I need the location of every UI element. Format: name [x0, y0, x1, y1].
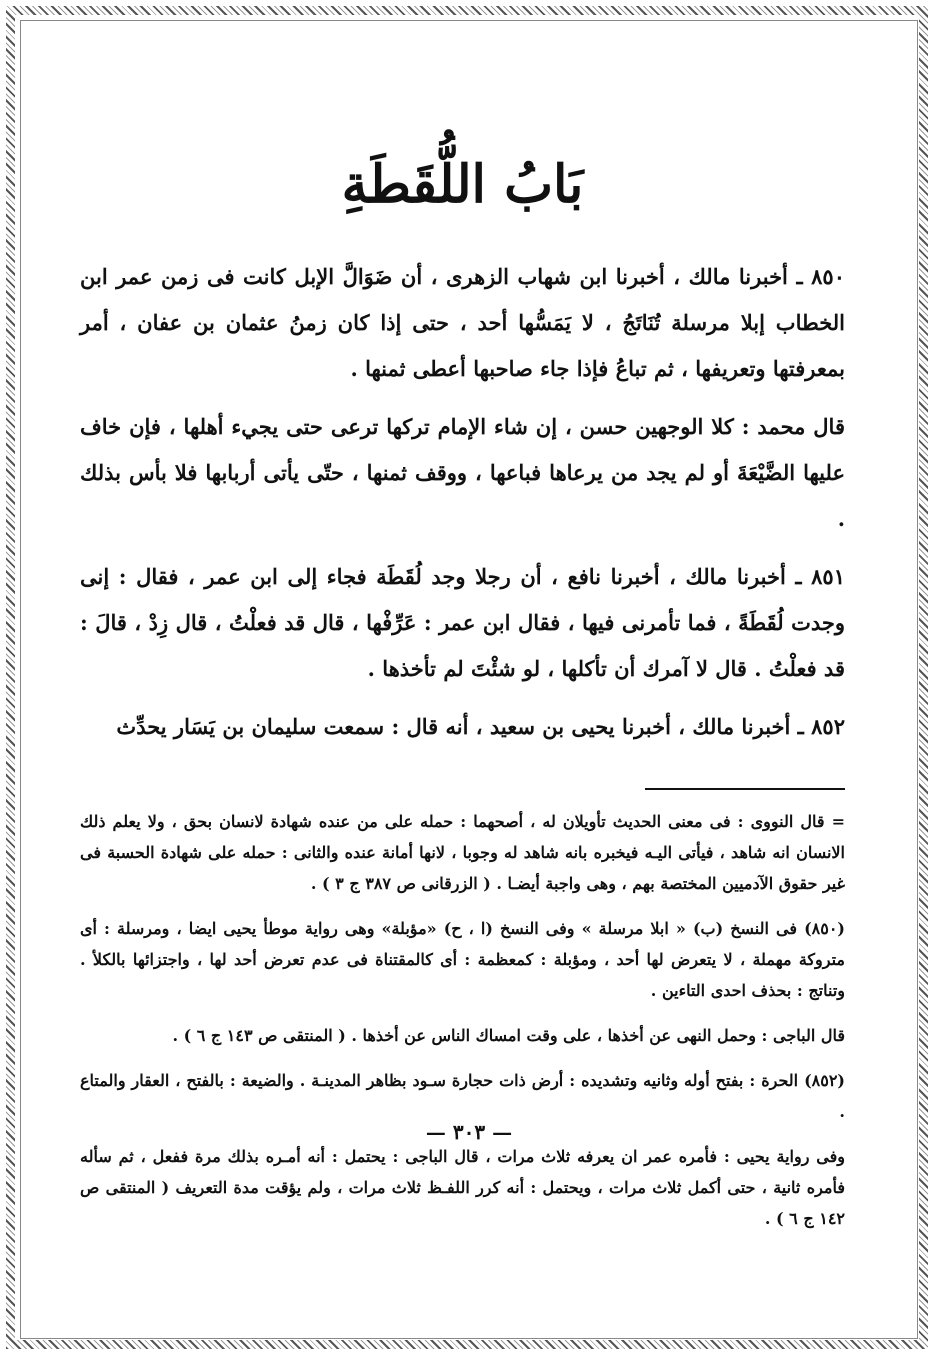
footnote-baji: قال الباجى : وحمل النهى عن أخذها ، على وقت امساك الناس عن أخذها . ( المنتقى ص ١٤٣ ج ٦ ) . — [172, 1026, 845, 1045]
chapter-title: بَابُ اللُّقَطَةِ — [341, 154, 584, 215]
footnote-850: (٨٥٠) فى النسخ (ب) « ابلا مرسلة » وفى النسخ (ا ، ح) «مؤبلة» وهى رواية موطأ يحيى ايضا ، ومرسلة : أى متروكة مهملة ، لا يتعرض لها أحد ، ومؤبلة : كمعظمة : أى كالمقتناة فى عدم تعرض أحد لها ، واجتزائها بالكلأ . وتناتج : بحذف احدى التاءين . — [80, 919, 846, 1000]
commentary-muhammad: قال محمد : كلا الوجهين حسن ، إن شاء الإمام تركها ترعى حتى يجيء أهلها ، فإن خاف عليها الضَّيْعَةَ أو لم يجد من يرعاها فباعها ، ووقف ثمنها ، حتّى يأتى أربابها فلا بأس بذلك . — [80, 414, 845, 531]
hadith-850: ٨٥٠ ـ أخبرنا مالك ، أخبرنا ابن شهاب الزهرى ، أن ضَوَالَّ الإبل كانت فى زمن عمر ابن الخطاب إبلا مرسلة تُنَاتَجُ ، لا يَمَسُّها أحد ، حتى إذا كان زمنُ عثمان بن عفان ، أمر بمعرفتها وتعريفها ، ثم تباعُ فإذا جاء صاحبها أعطى ثمنها . — [80, 264, 845, 381]
hadith-852: ٨٥٢ ـ أخبرنا مالك ، أخبرنا يحيى بن سعيد ، أنه قال : سمعت سليمان بن يَسَار يحدِّث — [116, 714, 845, 739]
page-number: — ٣٠٣ — — [425, 1120, 513, 1144]
footnote-divider — [645, 788, 845, 790]
footnote-nawawi: = قال النووى : فى معنى الحديث تأويلان له ، أصحهما : حمله على من عنده شهادة لانسان بحق ، ولا يعلم ذلك الانسان انه شاهد ، فيأتى اليـه فيخبره بانه شاهد له وجوبا ، لانها أمانة عنده والثانى : حمله على شهادة الحسبة فى غير حقوق الآدميين المختصة بهم ، وهى واجبة أيضـا . ( الزرقانى ص ٣٨٧ ج ٣ ) . — [80, 812, 845, 893]
document-page — [80, 140, 845, 1330]
footnote-852: (٨٥٢) الحرة : بفتح أوله وثانيه وتشديده : أرض ذات حجارة سـود بظاهر المدينـة . والضيعة : بالفتح ، العقار والمتاع . — [80, 1071, 845, 1121]
hadith-851: ٨٥١ ـ أخبرنا مالك ، أخبرنا نافع ، أن رجلا وجد لُقَطَة فجاء إلى ابن عمر ، فقال : إنى وجدت لُقَطَةً ، فما تأمرنى فيها ، فقال ابن عمر : عَرِّفْها ، قال قد فعلْتُ ، قال زِدْ ، قالَ : قد فعلْتُ . قال لا آمرك أن تأكلها ، لو شئْتَ لم تأخذها . — [80, 564, 845, 681]
footnote-yahya: وفى رواية يحيى : فأمره عمر ان يعرفه ثلاث مرات ، قال الباجى : يحتمل : أنه أمـره بذلك مرة ففعل ، ثم سأله فأمره ثانية ، حتى أكمل ثلاث مرات ، ويحتمل : أنه كرر اللفـظ ثلاث مرات ، ولم يؤقت مدة التعريف ( المنتقى ص ١٤٢ ج ٦ ) . — [80, 1147, 845, 1228]
